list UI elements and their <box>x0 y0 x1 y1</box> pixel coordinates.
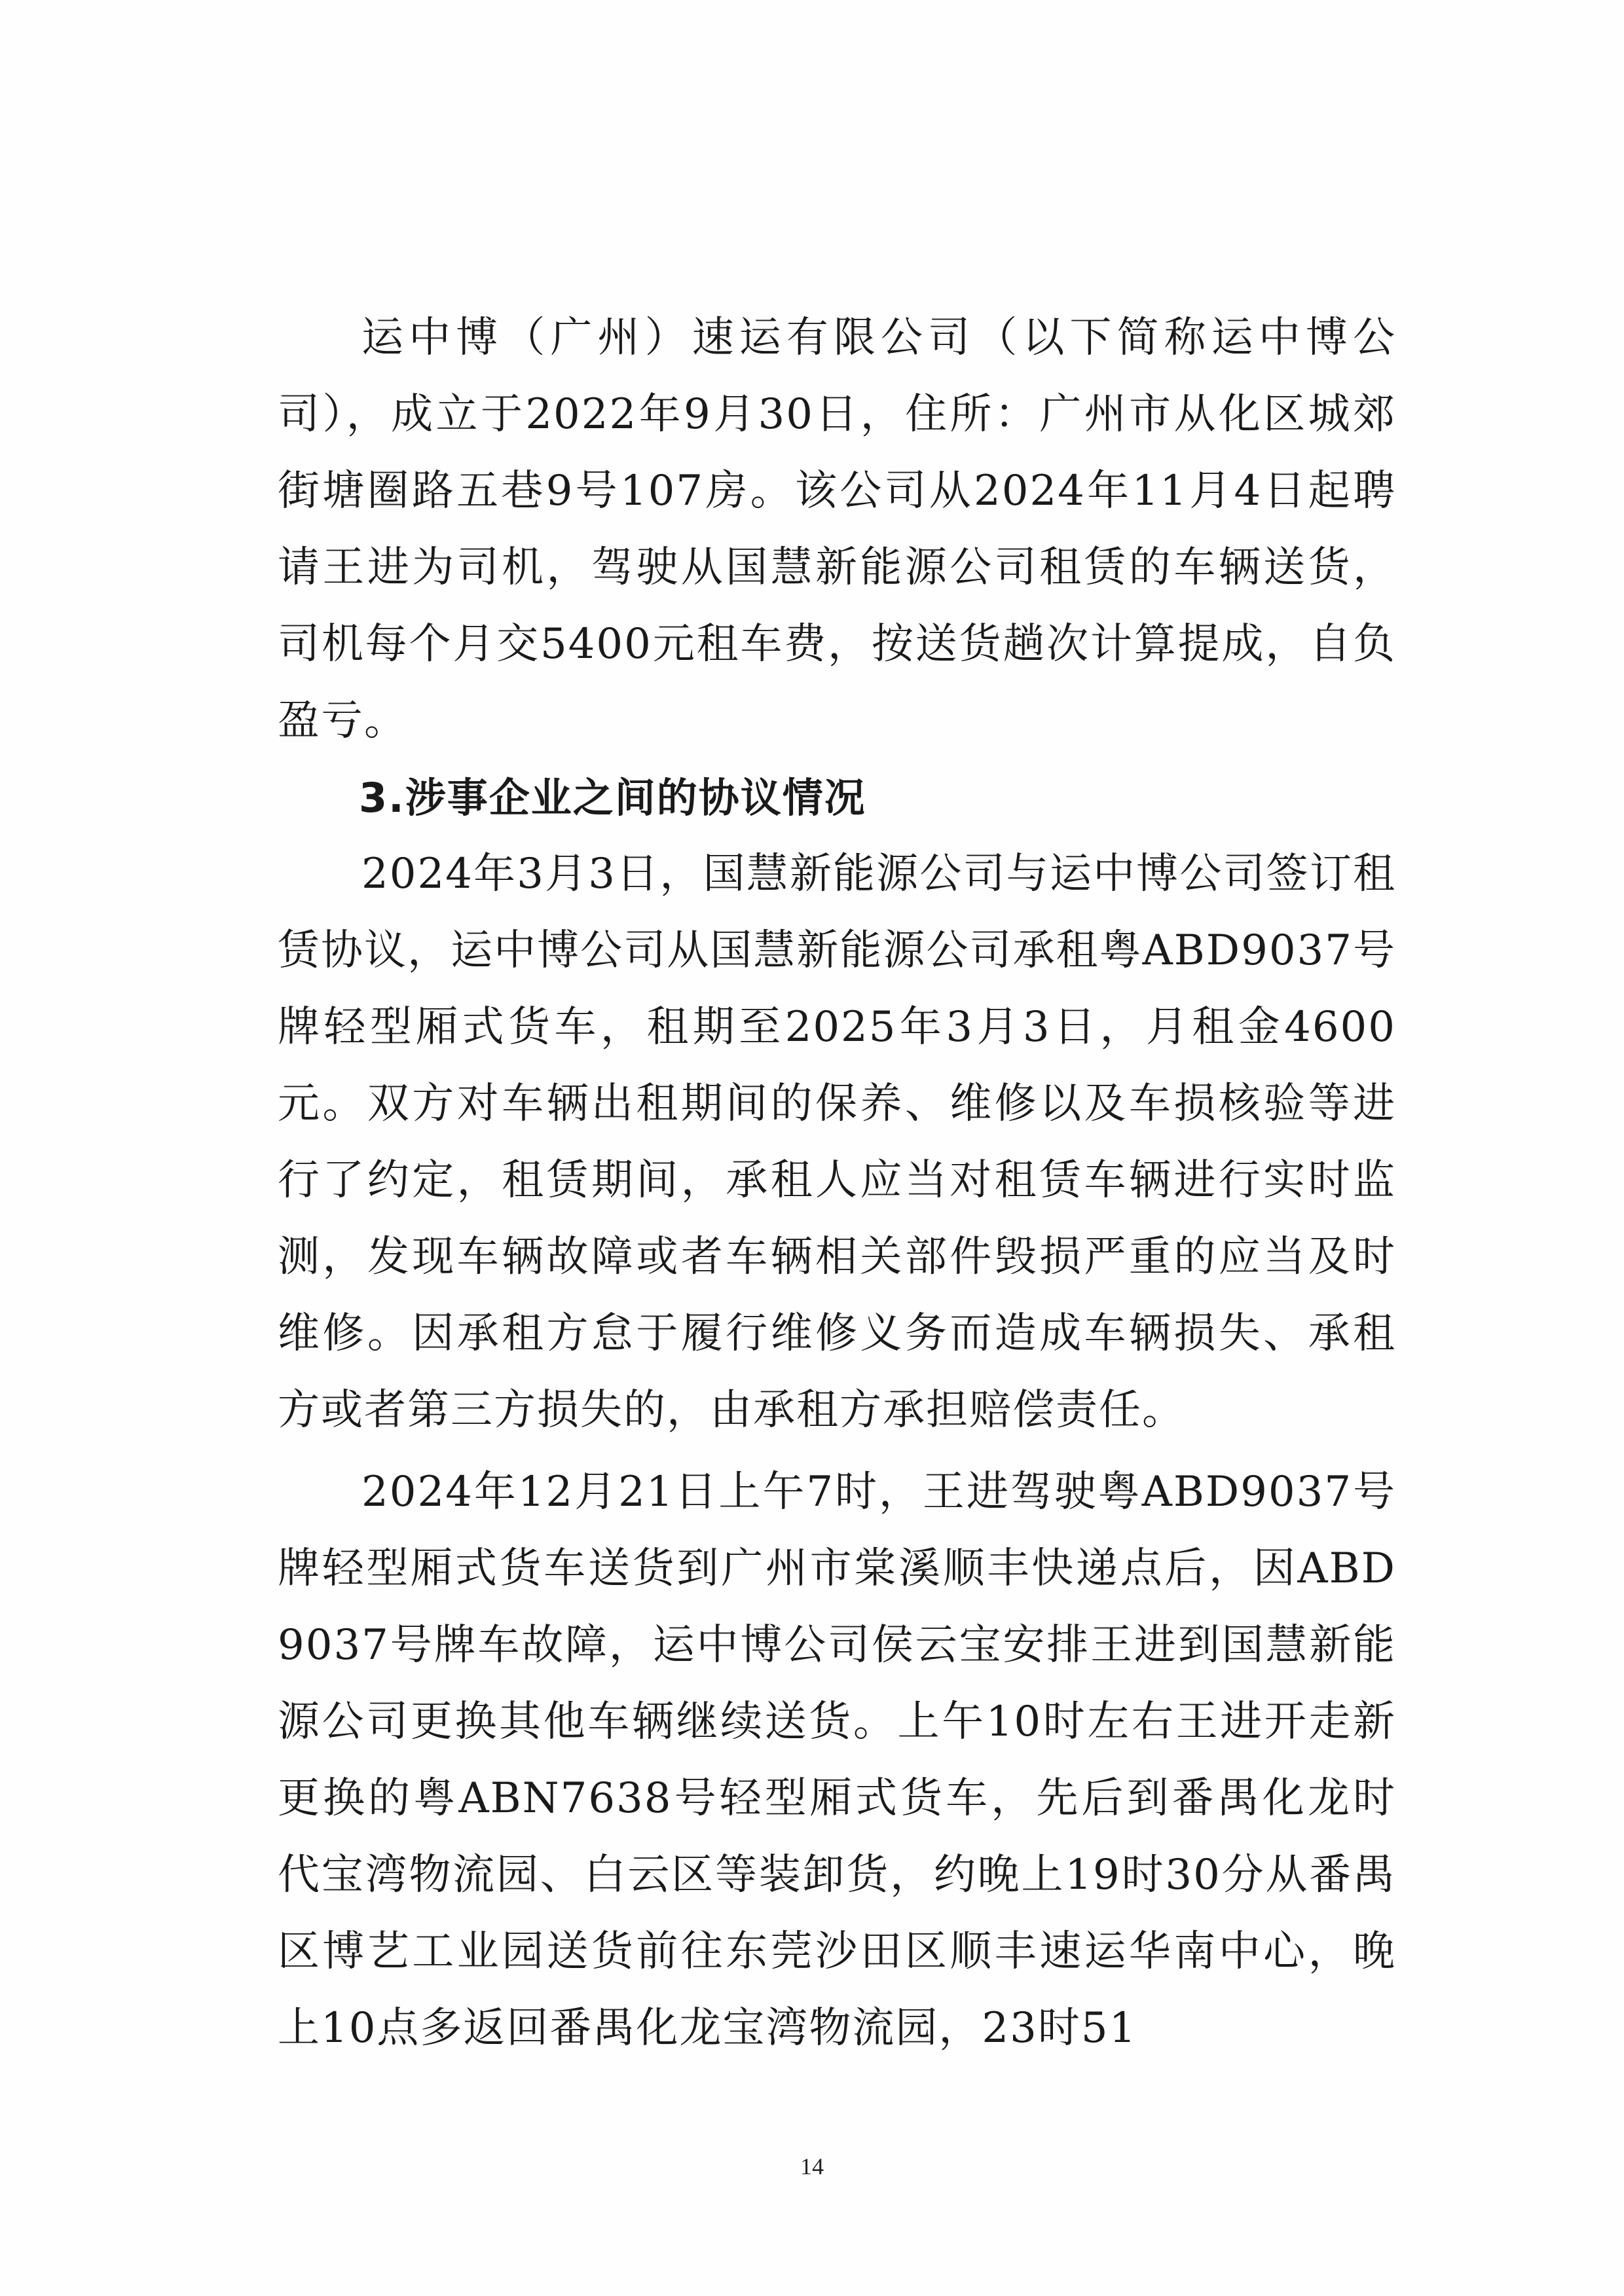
paragraph-lease-agreement: 2024年3月3日，国慧新能源公司与运中博公司签订租赁协议，运中博公司从国慧新能源公司承租粤ABD9037号牌轻型厢式货车，租期至2025年3月3日，月租金4600元。双方对车辆出租期间的保养、维修以及车损核验等进行了约定，租赁期间，承租人应当对租赁车辆进行实时监测，发现车辆故障或者车辆相关部件毁损严重的应当及时维修。因承租方怠于履行维修义务而造成车辆损失、承租方或者第三方损失的，由承租方承担赔偿责任。 <box>278 850 1396 1434</box>
document-body <box>278 300 1396 2067</box>
section-heading-agreements: 3.涉事企业之间的协议情况 <box>359 774 866 822</box>
paragraph-company-info: 运中博（广州）速运有限公司（以下简称运中博公司），成立于2022年9月30日，住所：广州市从化区城郊街塘圈路五巷9号107房。该公司从2024年11月4日起聘请王进为司机，驾驶从国慧新能源公司租赁的车辆送货，司机每个月交5400元租车费，按送货趟次计算提成，自负盈亏。 <box>278 314 1396 745</box>
page-number: 14 <box>800 2153 824 2179</box>
paragraph-incident-timeline: 2024年12月21日上午7时，王进驾驶粤ABD9037号牌轻型厢式货车送货到广州市棠溪顺丰快递点后，因ABD9037号牌车故障，运中博公司侯云宝安排王进到国慧新能源公司更换其他车辆继续送货。上午10时左右王进开走新更换的粤ABN7638号轻型厢式货车，先后到番禺化龙时代宝湾物流园、白云区等装卸货，约晚上19时30分从番禺区博艺工业园送货前往东莞沙田区顺丰速运华南中心，晚上10点多返回番禺化龙宝湾物流园，23时51 <box>278 1468 1396 2052</box>
